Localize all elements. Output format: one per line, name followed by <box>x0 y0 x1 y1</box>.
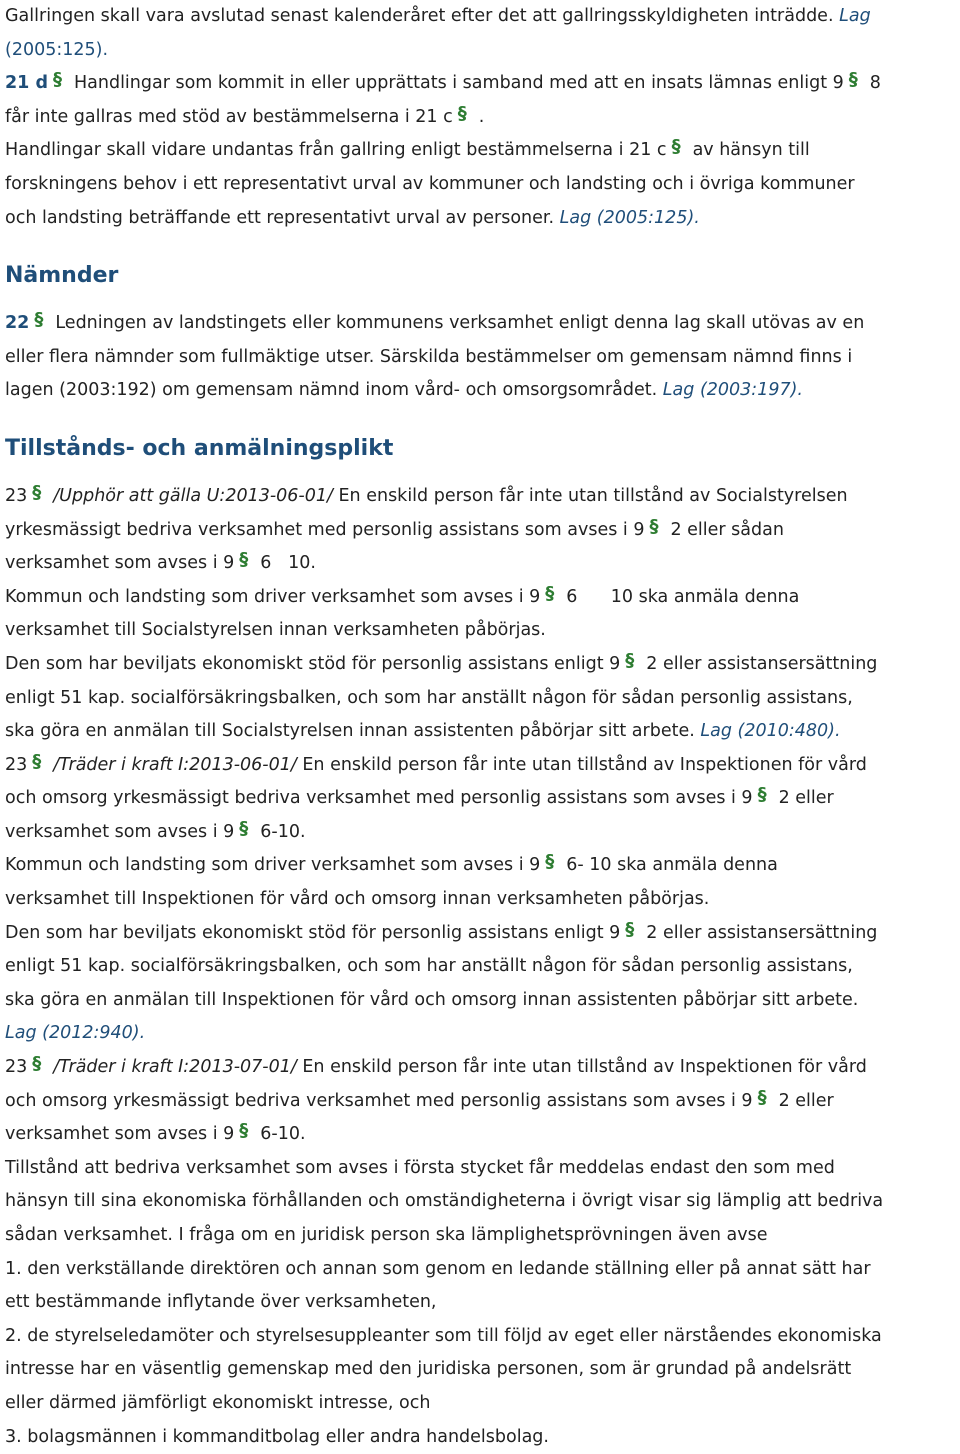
list-item <box>5 1320 955 1354</box>
text-line <box>5 168 955 202</box>
section-23-b <box>5 749 955 783</box>
paragraph-icon <box>459 105 471 125</box>
section-23-a <box>5 480 955 514</box>
law-reference[interactable]: Lag <box>839 6 871 26</box>
text: Handlingar skall vidare undantas från gallring enligt bestämmelserna i 21 c <box>5 140 667 161</box>
text: 2. de styrelseledamöter och styrelsesuppleanter som till följd av eget eller närståendes ekonomiska <box>5 1325 882 1346</box>
section-number: 23 <box>5 754 28 775</box>
law-reference[interactable]: (2005:125). <box>5 39 109 60</box>
text: 1. den verkställande direktören och annan som genom en ledande ställning eller på annat sätt har <box>5 1258 871 1279</box>
text-line <box>5 1219 955 1253</box>
text-line <box>5 917 955 951</box>
text-line <box>5 202 955 236</box>
text-line <box>5 1085 955 1119</box>
text: verksamhet till Inspektionen för vård och omsorg innan verksamheten påbörjas. <box>5 889 710 910</box>
section-22 <box>5 307 955 341</box>
text-line <box>5 581 955 615</box>
paragraph-icon <box>850 71 862 91</box>
text-line <box>5 1353 955 1387</box>
text-line <box>5 984 955 1018</box>
text: 6-10. <box>260 821 306 842</box>
text: 6-10. <box>260 1124 306 1145</box>
text-line <box>5 849 955 883</box>
text-line <box>5 374 955 408</box>
text: Den som har beviljats ekonomiskt stöd för personlig assistans enligt 9 <box>5 922 621 943</box>
law-reference[interactable]: Lag (2010:480). <box>700 721 841 742</box>
text-line <box>5 1152 955 1186</box>
text: Särskilda bestämmelser om gemensam nämnd finns i <box>379 346 853 367</box>
paragraph-icon <box>240 551 252 571</box>
text: eller flera nämnder som fullmäktige utser. <box>5 346 375 367</box>
text: och landsting beträffande ett representativt urval av personer. <box>5 207 555 228</box>
paragraph-icon <box>759 1089 771 1109</box>
text: hänsyn till sina ekonomiska förhållanden och omständigheterna i övrigt visar sig lämplig att bedriva <box>5 1191 884 1212</box>
text: lagen (2003:192) om gemensam nämnd inom vård- och omsorgsområdet. <box>5 380 658 401</box>
law-reference[interactable]: Lag (2005:125). <box>559 207 700 228</box>
paragraph-icon <box>626 652 638 672</box>
text-line <box>5 1387 955 1421</box>
heading-tillstand: Tillstånds- och anmälningsplikt <box>5 435 394 461</box>
text: 2 eller sådan <box>670 519 784 540</box>
text-line <box>5 34 955 68</box>
validity-note: /Upphör att gälla U:2013-06-01/ <box>53 485 333 506</box>
text-line <box>5 715 955 749</box>
text: 6- 10 ska anmäla denna <box>566 855 778 876</box>
text: intresse har en väsentlig gemenskap med den juridiska personen, som är grundad på andelsrätt <box>5 1359 852 1380</box>
text-line <box>5 1017 955 1051</box>
text-line <box>5 341 955 375</box>
paragraph-icon <box>626 921 638 941</box>
paragraph-icon <box>33 1055 45 1075</box>
text-line <box>5 134 955 168</box>
text: sådan verksamhet. I fråga om en juridisk person ska lämplighetsprövningen även avse <box>5 1225 768 1245</box>
law-reference[interactable]: Lag (2012:940). <box>5 1023 146 1044</box>
section-number[interactable]: 22 <box>5 313 30 334</box>
text-line <box>5 1185 955 1219</box>
section-number: 23 <box>5 1057 28 1078</box>
text-line <box>5 782 955 816</box>
text-line <box>5 0 955 34</box>
text: eller därmed jämförligt ekonomiskt intresse, och <box>5 1392 431 1413</box>
text: 2 eller <box>778 1090 834 1111</box>
section-number[interactable]: 21 d <box>5 73 48 94</box>
text: forskningens behov i ett representativt urval av kommuner och landsting och i övriga kommuner <box>5 173 855 194</box>
law-document <box>5 0 955 1454</box>
text: verksamhet till Socialstyrelsen innan verksamheten påbörjas. <box>5 620 546 641</box>
text: 8 <box>869 73 881 94</box>
text-line <box>5 101 955 135</box>
text: och omsorg yrkesmässigt bedriva verksamhet med personlig assistans som avses i 9 <box>5 1090 753 1111</box>
text: och omsorg yrkesmässigt bedriva verksamhet med personlig assistans som avses i 9 <box>5 788 753 809</box>
text: får inte gallras med stöd av bestämmelserna i 21 c <box>5 106 453 127</box>
validity-note: /Träder i kraft I:2013-06-01/ <box>53 754 297 775</box>
text: verksamhet som avses i 9 <box>5 821 235 842</box>
text: ett bestämmande inflytande över verksamheten, <box>5 1292 437 1313</box>
validity-note: /Träder i kraft I:2013-07-01/ <box>53 1057 297 1078</box>
paragraph-icon <box>673 138 685 158</box>
text: verksamhet som avses i 9 <box>5 1124 235 1145</box>
text-line <box>5 816 955 850</box>
text: 6 10. <box>260 553 316 574</box>
paragraph-icon <box>240 1122 252 1142</box>
text-line <box>5 883 955 917</box>
text: . <box>478 106 485 127</box>
text-line <box>5 614 955 648</box>
paragraph-icon <box>33 484 45 504</box>
paragraph-icon <box>650 518 662 538</box>
text-line <box>5 682 955 716</box>
text: yrkesmässigt bedriva verksamhet med personlig assistans som avses i 9 <box>5 519 645 540</box>
text: 2 eller assistansersättning <box>646 922 878 943</box>
text: ska göra en anmälan till Socialstyrelsen innan assistenten påbörjar sitt arbete. <box>5 721 695 742</box>
text: En enskild person får inte utan tillstånd av Inspektionen för vård <box>302 1057 867 1078</box>
paragraph-icon <box>240 820 252 840</box>
list-item <box>5 1253 955 1287</box>
heading-namnder: Nämnder <box>5 263 119 289</box>
paragraph-icon <box>759 786 771 806</box>
text: Handlingar som kommit in eller upprättats i samband med att en insats lämnas enligt 9 <box>73 73 844 94</box>
paragraph-icon <box>546 585 558 605</box>
paragraph-icon <box>546 853 558 873</box>
text: Ledningen av landstingets eller kommunens verksamhet enligt denna lag skall utövas av en <box>55 313 865 334</box>
text-line <box>5 1118 955 1152</box>
text: verksamhet som avses i 9 <box>5 553 235 574</box>
text: enligt 51 kap. socialförsäkringsbalken, och som har anställt någon för sådan personlig assistans, <box>5 956 853 977</box>
paragraph-icon <box>33 753 45 773</box>
text: Gallringen skall vara avslutad senast kalenderåret efter det att gallringsskyldigheten inträdde. <box>5 6 834 26</box>
list-item <box>5 1421 955 1454</box>
section-number: 23 <box>5 485 28 506</box>
text: 2 eller assistansersättning <box>646 653 878 674</box>
text: av hänsyn till <box>692 140 810 161</box>
text: 6 10 ska anmäla denna <box>566 586 800 607</box>
text-line <box>5 950 955 984</box>
paragraph-icon <box>35 311 47 331</box>
paragraph-icon <box>54 71 66 91</box>
text-line <box>5 547 955 581</box>
section-21d <box>5 67 955 101</box>
text: enligt 51 kap. socialförsäkringsbalken, och som har anställt någon för sådan personlig assistans, <box>5 687 853 708</box>
text-line <box>5 1286 955 1320</box>
text: 2 eller <box>778 788 834 809</box>
text: En enskild person får inte utan tillstånd av Inspektionen för vård <box>302 754 867 775</box>
text-line <box>5 648 955 682</box>
text: Kommun och landsting som driver verksamhet som avses i 9 <box>5 586 541 607</box>
text: Kommun och landsting som driver verksamhet som avses i 9 <box>5 855 541 876</box>
text: En enskild person får inte utan tillstånd av Socialstyrelsen <box>338 485 848 506</box>
text: Tillstånd att bedriva verksamhet som avses i första stycket får meddelas endast den som med <box>5 1157 835 1178</box>
law-reference[interactable]: Lag (2003:197). <box>662 380 803 401</box>
section-23-c <box>5 1051 955 1085</box>
text: 3. bolagsmännen i kommanditbolag eller andra handelsbolag. <box>5 1426 549 1447</box>
text: ska göra en anmälan till Inspektionen för vård och omsorg innan assistenten påbörjar sitt arbete. <box>5 989 859 1010</box>
text-line <box>5 514 955 548</box>
text: Den som har beviljats ekonomiskt stöd för personlig assistans enligt 9 <box>5 653 621 674</box>
